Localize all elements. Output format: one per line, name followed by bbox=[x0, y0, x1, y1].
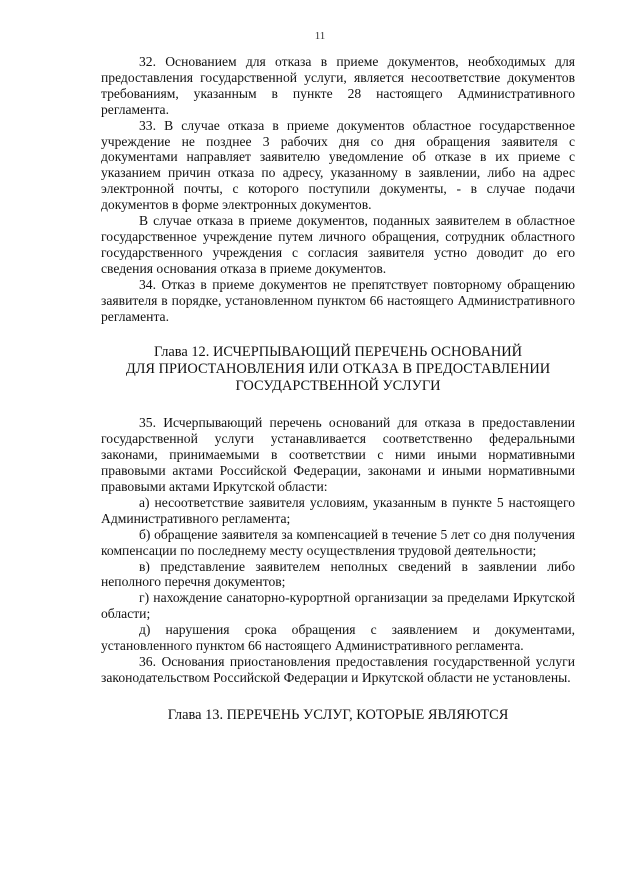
paragraph-34: 34. Отказ в приеме документов не препятствует повторному обращению заявителя в порядке, установленном пунктом 66 настоящего Административного регламента. bbox=[101, 276, 575, 324]
page-number: 11 bbox=[314, 30, 326, 42]
chapter-12-heading-line-2: ДЛЯ ПРИОСТАНОВЛЕНИЯ ИЛИ ОТКАЗА В ПРЕДОСТАВЛЕНИИ bbox=[125, 361, 551, 378]
paragraph-33-continued: В случае отказа в приеме документов, поданных заявителем в областное государственное учреждение путем личного обращения, сотрудник областного государственного учреждения с согласия заявителя устно доводит до его сведения основания отказа в приеме документов. bbox=[101, 213, 575, 276]
paragraph-35: 35. Исчерпывающий перечень оснований для отказа в предоставлении государственной услуги устанавливается соответственно федеральными законами, принимаемыми в соответствии с ними иными нормативными правовыми актами Российской Федерации, законами и иными нормативными правовыми актами Иркутской области: bbox=[101, 415, 575, 495]
paragraph-36: 36. Основания приостановления предоставления государственной услуги законодательством Российской Федерации и Иркутской области не установлены. bbox=[101, 654, 575, 685]
paragraph-32: 32. Основанием для отказа в приеме документов, необходимых для предоставления государственной услуги, является несоответствие документов требованиям, указанным в пункте 28 настоящего Административного регламента. bbox=[101, 54, 575, 117]
chapter-12-heading bbox=[101, 344, 575, 395]
list-item-g: г) нахождение санаторно-курортной организации за пределами Иркутской области; bbox=[101, 590, 575, 622]
chapter-12-heading-line-1: Глава 12. ИСЧЕРПЫВАЮЩИЙ ПЕРЕЧЕНЬ ОСНОВАНИЙ bbox=[153, 344, 523, 361]
chapter-12-heading-line-3: ГОСУДАРСТВЕННОЙ УСЛУГИ bbox=[235, 378, 441, 395]
chapter-13-heading: Глава 13. ПЕРЕЧЕНЬ УСЛУГ, КОТОРЫЕ ЯВЛЯЮТСЯ bbox=[167, 706, 509, 723]
list-item-a: а) несоответствие заявителя условиям, указанным в пункте 5 настоящего Административного регламента; bbox=[101, 494, 575, 526]
list-item-b: б) обращение заявителя за компенсацией в течение 5 лет со дня получения компенсации по последнему месту осуществления трудовой деятельности; bbox=[101, 526, 575, 558]
list-item-d: д) нарушения срока обращения с заявлением и документами, установленного пунктом 66 настоящего Административного регламента. bbox=[101, 622, 575, 654]
document-body bbox=[101, 54, 575, 724]
list-item-v: в) представление заявителем неполных сведений в заявлении либо неполного перечня документов; bbox=[101, 558, 575, 590]
paragraph-33: 33. В случае отказа в приеме документов областное государственное учреждение не позднее 3 рабочих дня со дня обращения заявителя с документами направляет заявителю уведомление об отказе в их приеме с указанием причин отказа по адресу, указанному в заявлении, либо на адрес электронной почты, с которого поступили документы, - в случае подачи документов в форме электронных документов. bbox=[101, 117, 575, 213]
